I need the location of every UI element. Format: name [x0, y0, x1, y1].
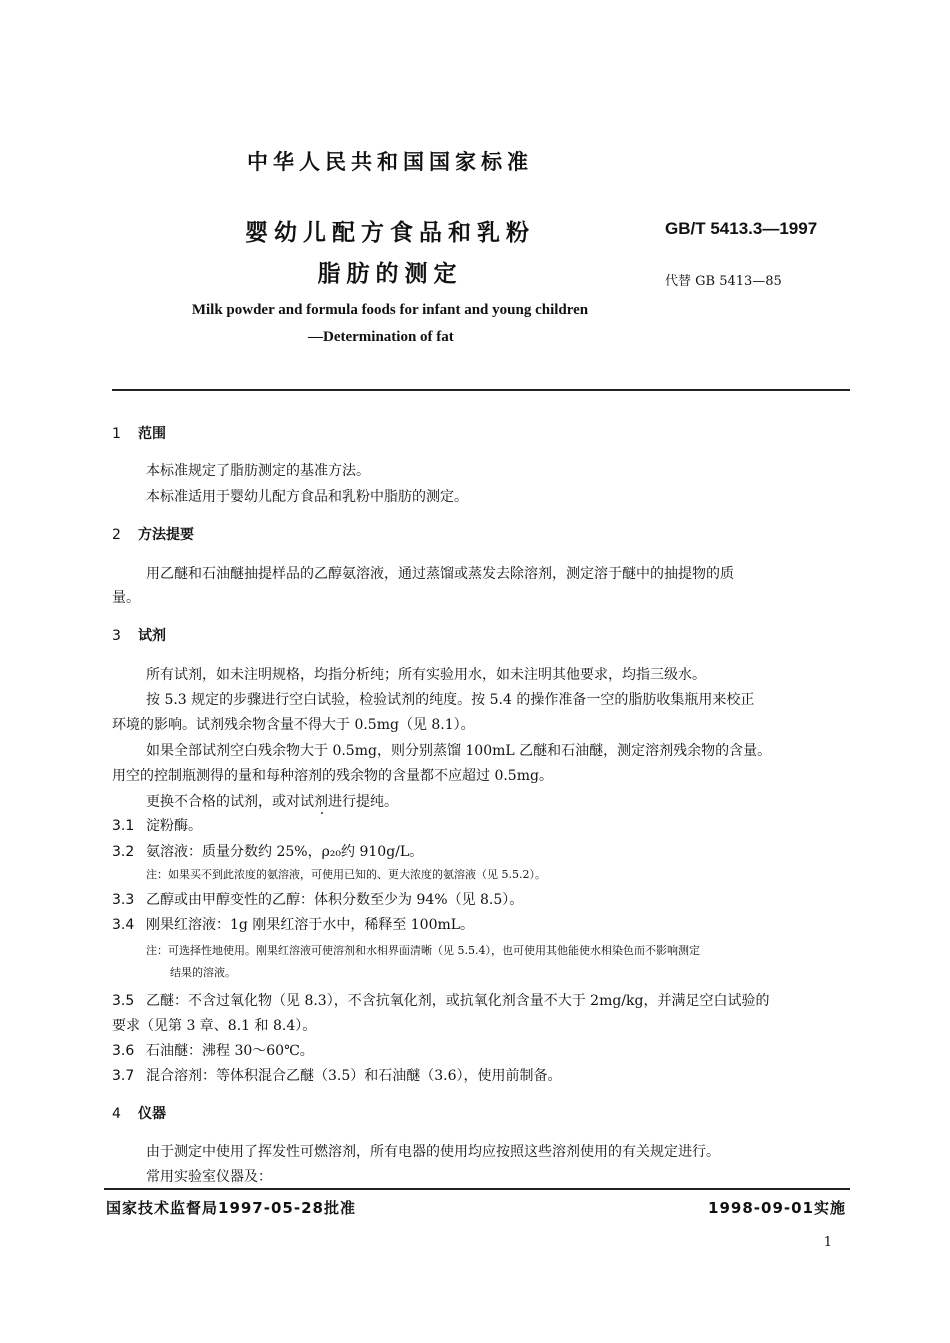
section-3-heading	[112, 625, 166, 645]
clause-text: 氨溶液：质量分数约 25%，ρ₂₀约 910g/L。	[146, 844, 424, 860]
page-number: 1	[823, 1235, 832, 1250]
section-4-heading	[112, 1103, 166, 1123]
section-title: 仪器	[138, 1106, 166, 1122]
paragraph-continuation: 环境的影响。试剂残余物含量不得大于 0.5mg（见 8.1）。	[112, 717, 475, 733]
clause-text: 淀粉酶。	[146, 818, 202, 834]
clause-3-2	[112, 841, 423, 861]
paragraph: 更换不合格的试剂，或对试剂进行提纯。	[146, 794, 398, 810]
clause-3-5	[112, 990, 769, 1010]
title-line-1: 婴幼儿配方食品和乳粉	[245, 220, 535, 246]
national-standard-heading: 中华人民共和国国家标准	[247, 150, 533, 174]
paragraph: 常用实验室仪器及：	[146, 1169, 272, 1185]
clause-number: 3.4	[112, 917, 135, 933]
paragraph: 本标准规定了脂肪测定的基准方法。	[146, 463, 370, 479]
section-number: 3	[112, 628, 121, 644]
clause-text: 乙醇或由甲醇变性的乙醇：体积分数至少为 94%（见 8.5）。	[146, 892, 524, 908]
clause-3-3	[112, 889, 523, 909]
paragraph: 按 5.3 规定的步骤进行空白试验，检验试剂的纯度。按 5.4 的操作准备一空的脂肪收集瓶用来校正	[146, 692, 755, 708]
note: 注：如果买不到此浓度的氨溶液，可使用已知的、更大浓度的氨溶液（见 5.5.2）。	[146, 868, 546, 881]
english-title-line-2: —Determination of fat	[308, 329, 454, 345]
paragraph-continuation: 用空的控制瓶测得的量和每种溶剂的残余物的含量都不应超过 0.5mg。	[112, 768, 553, 784]
clause-number: 3.5	[112, 993, 135, 1009]
clause-text: 刚果红溶液：1g 刚果红溶于水中，稀释至 100mL。	[146, 917, 475, 933]
header-divider	[112, 389, 850, 391]
clause-3-7	[112, 1065, 562, 1085]
section-title: 范围	[138, 426, 166, 442]
paragraph: 如果全部试剂空白残余物大于 0.5mg，则分别蒸馏 100mL 乙醚和石油醚，测定溶剂残余物的含量。	[146, 743, 772, 759]
paragraph-continuation: 量。	[112, 590, 140, 606]
effective-date: 1998-09-01实施	[708, 1199, 846, 1217]
section-number: 4	[112, 1106, 121, 1122]
clause-3-4	[112, 914, 474, 934]
note-continuation: 结果的溶液。	[170, 966, 236, 979]
clause-3-1	[112, 815, 202, 835]
note: 注：可选择性地使用。刚果红溶液可使溶剂和水相界面清晰（见 5.5.4），也可使用其他能使水相染色而不影响测定	[146, 944, 700, 957]
clause-continuation: 要求（见第 3 章、8.1 和 8.4）。	[112, 1018, 317, 1034]
clause-number: 3.2	[112, 844, 135, 860]
clause-3-6	[112, 1040, 314, 1060]
replaces-standard: 代替 GB 5413—85	[665, 274, 782, 289]
scan-speck	[321, 812, 323, 814]
paragraph: 本标准适用于婴幼儿配方食品和乳粉中脂肪的测定。	[146, 489, 468, 505]
approval-date: 国家技术监督局1997-05-28批准	[106, 1199, 356, 1217]
clause-number: 3.3	[112, 892, 135, 908]
section-number: 1	[112, 426, 121, 442]
section-number: 2	[112, 527, 121, 543]
section-1-heading	[112, 423, 166, 443]
clause-number: 3.7	[112, 1068, 135, 1084]
clause-number: 3.6	[112, 1043, 135, 1059]
clause-text: 乙醚：不含过氧化物（见 8.3），不含抗氧化剂，或抗氧化剂含量不大于 2mg/kg，并满足空白试验的	[146, 993, 770, 1009]
footer-divider	[104, 1188, 850, 1190]
clause-text: 石油醚：沸程 30～60℃。	[146, 1043, 314, 1059]
english-title-line-1: Milk powder and formula foods for infant and young children	[191, 302, 589, 318]
clause-text: 混合溶剂：等体积混合乙醚（3.5）和石油醚（3.6），使用前制备。	[146, 1068, 562, 1084]
section-title: 试剂	[138, 628, 166, 644]
paragraph: 所有试剂，如未注明规格，均指分析纯；所有实验用水，如未注明其他要求，均指三级水。	[146, 667, 706, 683]
title-line-2: 脂肪的测定	[317, 261, 463, 287]
section-title: 方法提要	[138, 527, 194, 543]
clause-number: 3.1	[112, 818, 135, 834]
standard-number: GB/T 5413.3—1997	[665, 219, 818, 238]
paragraph: 用乙醚和石油醚抽提样品的乙醇氨溶液，通过蒸馏或蒸发去除溶剂，测定溶于醚中的抽提物的质	[146, 566, 734, 582]
paragraph: 由于测定中使用了挥发性可燃溶剂，所有电器的使用均应按照这些溶剂使用的有关规定进行。	[146, 1144, 720, 1160]
section-2-heading	[112, 524, 194, 544]
